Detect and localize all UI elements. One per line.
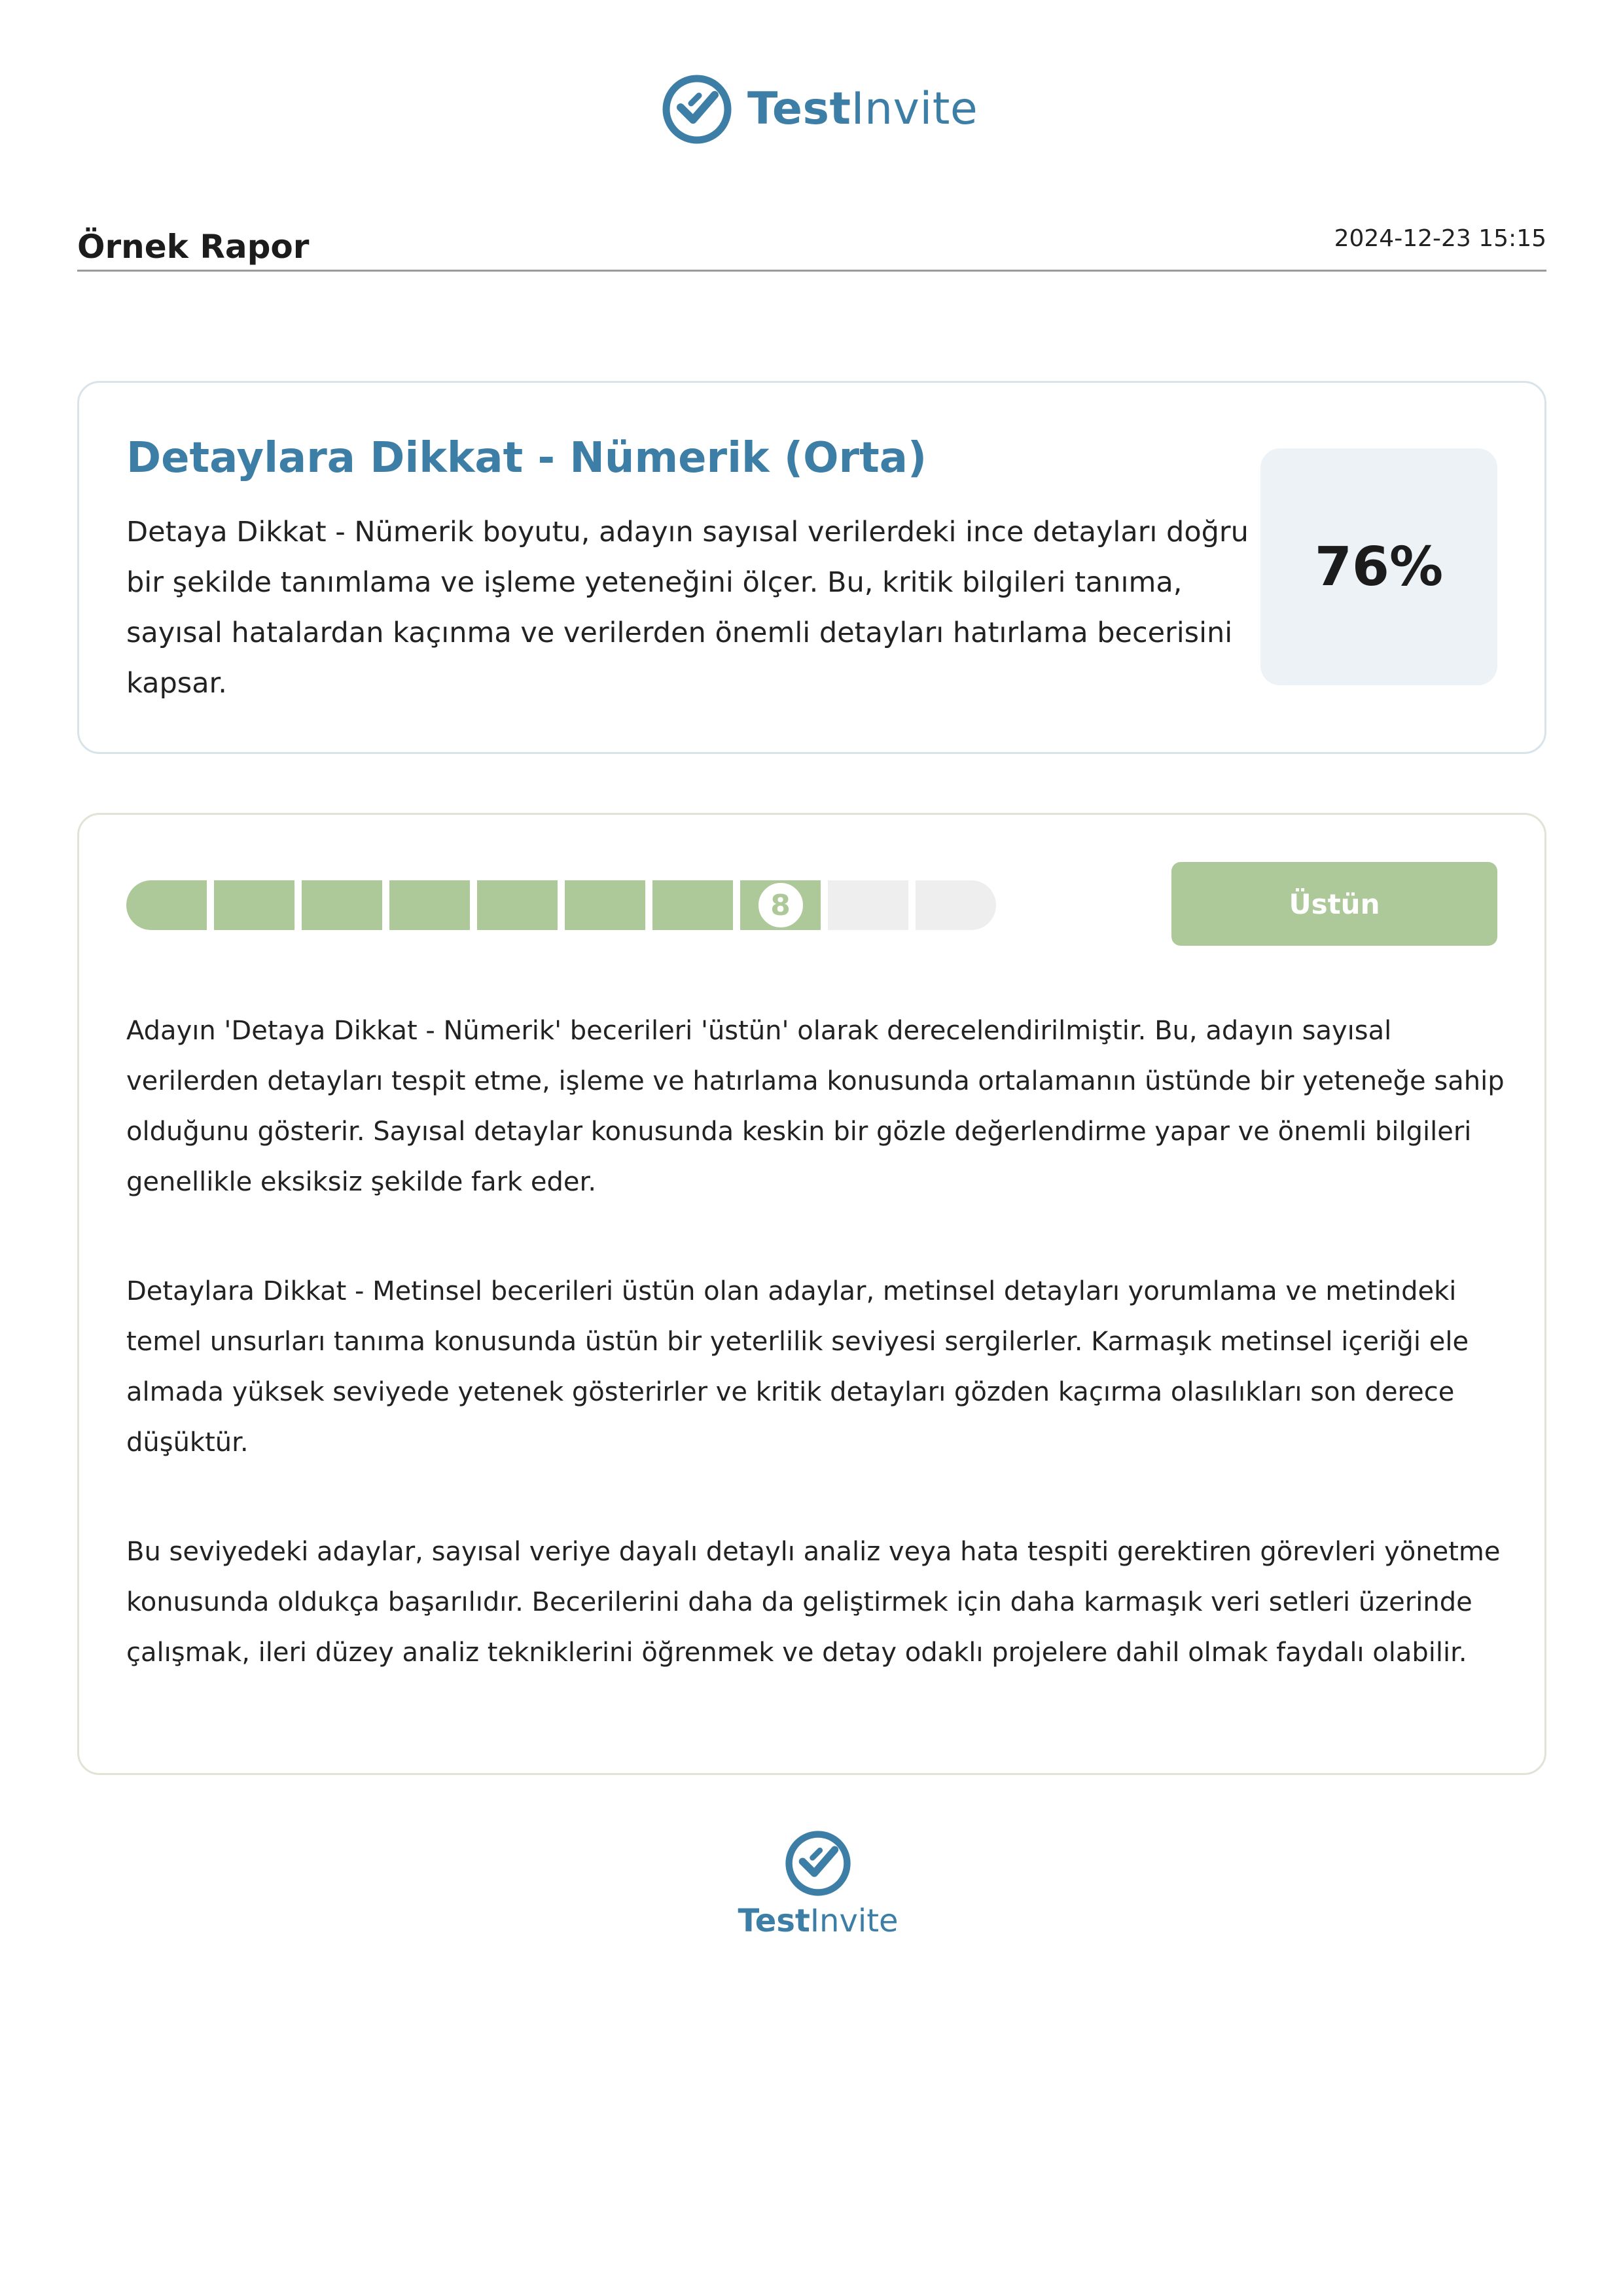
footer-brand-name [738,1905,898,1937]
check-badge-icon [784,1829,852,1897]
brand-part-2: Invite [851,83,978,135]
dimension-title: Detaylara Dikkat - Nümerik (Orta) [126,434,927,482]
brand-part-1: Test [738,1903,810,1939]
level-card [77,813,1546,1775]
header-logo [661,73,978,145]
level-badge: Üstün [1171,862,1497,946]
level-segment-filled [302,880,382,930]
level-segment-empty [828,880,908,930]
level-segment-filled [389,880,470,930]
level-bar [126,880,996,930]
dimension-description: Detaya Dikkat - Nümerik boyutu, adayın sayısal verilerdeki ince detayları doğru bir şekilde tanımlama ve işleme yeteneğini ölçer. Bu, kritik bilgileri tanıma, sayısal hatalardan kaçınma ve verilerden önemli detayları hatırlama becerisini kapsar. [126,516,1249,700]
level-segment-filled [652,880,733,930]
level-segment-filled [740,880,821,930]
level-segment-filled [214,880,294,930]
level-segment-filled [477,880,558,930]
paragraph: Adayın 'Detaya Dikkat - Nümerik' becerileri 'üstün' olarak derecelendirilmiştir. Bu, adayın sayısal verilerden detayları tespit etme, işleme ve hatırlama konusunda ortalamanın üstünde bir yeteneğe sahip olduğunu gösterir. Sayısal detaylar konusunda keskin bir gözle değerlendirme yapar ve önemli bilgileri genellikle eksiksiz şekilde fark eder. [126,1016,1505,1197]
level-segment-empty [916,880,996,930]
paragraph: Bu seviyedeki adaylar, sayısal veriye dayalı detaylı analiz veya hata tespiti gerektiren görevleri yönetme konusunda oldukça başarılıdır. Becerilerini daha da geliştirmek için daha karmaşık veri setleri üzerinde çalışmak, ileri düzey analiz tekniklerini öğrenmek ve detay odaklı projelere dahil olmak faydalı olabilir. [126,1537,1501,1668]
brand-part-1: Test [747,83,851,135]
paragraph: Detaylara Dikkat - Metinsel becerileri üstün olan adaylar, metinsel detayları yorumlama ve metindeki temel unsurları tanıma konusunda üstün bir yeterlilik seviyesi sergilerler. Karmaşık metinsel içeriği ele almada yüksek seviyede yetenek gösterirler ve kritik detayları gözden kaçırma olasılıkları son derece düşüktür. [126,1276,1469,1458]
check-badge-icon [661,73,733,145]
level-description [126,1006,1507,1737]
score-value: 76% [1314,535,1444,598]
dimension-card [77,381,1546,754]
footer-logo [733,1829,903,1937]
brand-part-2: Invite [810,1903,899,1939]
score-box [1260,448,1497,685]
report-date: 2024-12-23 15:15 [1334,225,1546,252]
report-title: Örnek Rapor [77,228,310,266]
level-segment-filled [126,880,207,930]
level-marker: 8 [756,880,806,930]
brand-name [747,83,978,135]
report-header [77,216,1546,272]
level-segment-filled [565,880,645,930]
